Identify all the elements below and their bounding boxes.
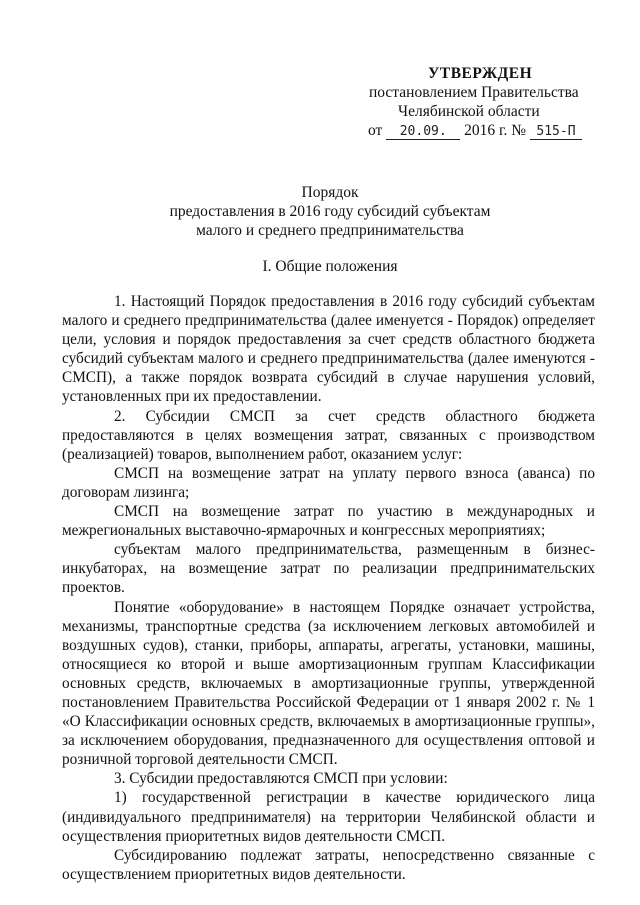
title-line-2: предоставления в 2016 году субсидий субъектам xyxy=(169,203,491,220)
paragraph: субъектам малого предпринимательства, размещенным в бизнес-инкубаторах, на возмещение затрат по реализации предпринимательских проектов. xyxy=(62,541,595,597)
approval-stamp xyxy=(368,64,608,140)
paragraph: Субсидированию подлежат затраты, непосредственно связанные с осуществлением приоритетных видов деятельности. xyxy=(62,846,595,883)
section-heading: I. Общие положения xyxy=(262,258,398,275)
date-prefix: от xyxy=(368,122,383,139)
document-title xyxy=(60,183,600,240)
paragraph: 3. Субсидии предоставляются СМСП при условии: xyxy=(114,770,448,788)
document-body xyxy=(62,292,595,884)
approval-line-region: Челябинской области xyxy=(398,103,540,120)
approval-date-line xyxy=(368,121,608,140)
paragraph: 1. Настоящий Порядок предоставления в 2016 году субсидий субъектам малого и среднего предпринимательства (далее именуется - Порядок) определяет цели, условия и порядок предоставления за счет средств областного бюджета субсидий субъектам малого и среднего предпринимательства (далее именуются - СМСП), а также порядок возврата субсидий в случае нарушения условий, установленных при их предоставлении. xyxy=(62,293,595,406)
approval-line-government: постановлением Правительства xyxy=(369,84,579,101)
handwritten-date: 20.09. xyxy=(386,125,460,140)
approved-heading: УТВЕРЖДЕН xyxy=(428,65,533,82)
paragraph: 1) государственной регистрации в качестве юридического лица (индивидуального предпринимателя) на территории Челябинской области и осуществления приоритетных видов деятельности СМСП. xyxy=(62,789,595,845)
title-line-3: малого и среднего предпринимательства xyxy=(196,222,464,239)
paragraph: СМСП на возмещение затрат на уплату первого взноса (аванса) по договорам лизинга; xyxy=(62,464,595,501)
year-and-number-label: 2016 г. № xyxy=(464,122,527,139)
paragraph: Понятие «оборудование» в настоящем Порядке означает устройства, механизмы, транспортные средства (за исключением легковых автомобилей и воздушных судов), станки, приборы, аппараты, агрегаты, установки, машины, относящиеся ко второй и выше амортизационным группам Классификации основных средств, включаемых в амортизационные группы, утвержденной постановлением Правительства Российской Федерации от 1 января 2002 г. № 1 «О Классификации основных средств, включаемых в амортизационные группы», за исключением оборудования, предназначенного для осуществления оптовой и розничной торговой деятельности СМСП. xyxy=(62,598,595,769)
title-line-1: Порядок xyxy=(301,184,359,201)
paragraph: 2. Субсидии СМСП за счет средств областного бюджета предоставляются в целях возмещения затрат, связанных с производством (реализацией) товаров, выполнением работ, оказанием услуг: xyxy=(62,407,595,463)
paragraph: СМСП на возмещение затрат по участию в международных и межрегиональных выставочно-ярмарочных и конгрессных мероприятиях; xyxy=(62,503,595,540)
handwritten-number: 515-П xyxy=(530,125,582,140)
